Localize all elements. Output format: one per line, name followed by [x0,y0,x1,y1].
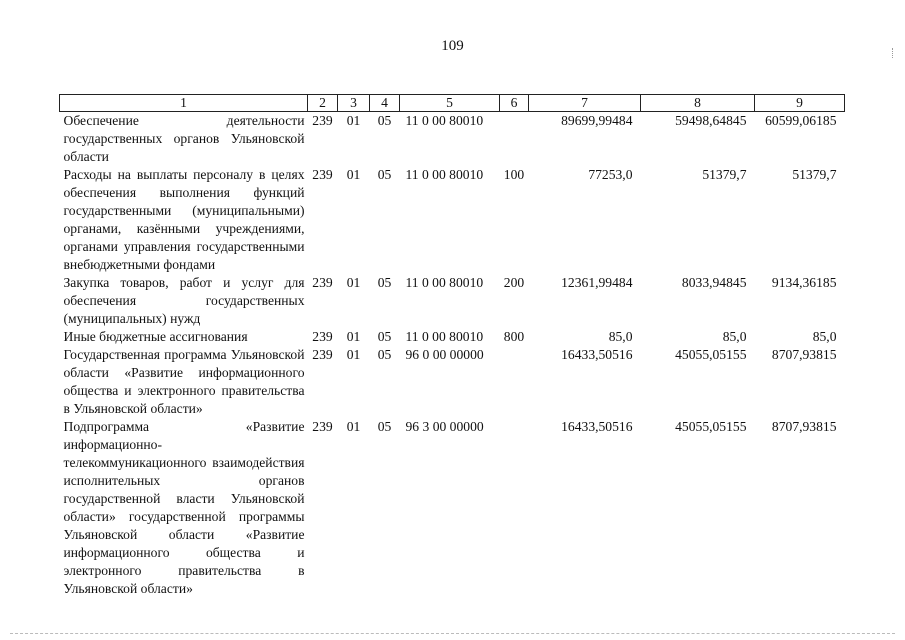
row-code-2: 239 [312,167,333,182]
header-cell-1: 1 [60,95,308,112]
header-cell-4: 4 [370,95,400,112]
row-value-8: 85,0 [722,329,747,344]
row-code-6: 100 [503,167,525,182]
header-cell-6: 6 [500,95,529,112]
row-code-6 [500,346,529,418]
row-value-8: 51379,7 [702,167,747,182]
row-value-7: 77253,0 [588,167,633,182]
table-row [60,166,845,274]
row-name: Обеспечение деятельности государственных органов Ульяновской области [63,113,305,164]
row-code-4: 05 [377,329,392,344]
header-cell-8: 8 [641,95,755,112]
row-value-7: 16433,50516 [561,347,633,362]
row-code-2: 239 [312,347,333,362]
budget-table [59,94,845,598]
row-code-5: 11 0 00 80010 [405,113,484,128]
table-row [60,112,845,167]
row-value-9: 85,0 [812,329,837,344]
header-row [60,95,845,112]
row-code-2: 239 [312,419,333,434]
row-code-6: 800 [503,329,525,344]
row-value-8: 59498,64845 [675,113,747,128]
table-row [60,328,845,346]
row-name: Государственная программа Ульяновской области «Развитие информационного общества и электронного правительства в Ульяновской области» [63,347,305,416]
table-row [60,346,845,418]
row-name: Иные бюджетные ассигнования [63,329,248,344]
row-value-7: 12361,99484 [561,275,633,290]
row-code-2: 239 [312,113,333,128]
header-cell-5: 5 [400,95,500,112]
row-code-2: 239 [312,275,333,290]
row-value-9: 8707,93815 [771,419,837,434]
row-name: Закупка товаров, работ и услуг для обеспечения государственных (муниципальных) нужд [63,275,305,326]
header-cell-3: 3 [338,95,370,112]
scan-edge-mark [890,48,893,58]
row-code-5: 11 0 00 80010 [405,329,484,344]
row-code-4: 05 [377,113,392,128]
row-code-3: 01 [346,167,361,182]
row-value-9: 60599,06185 [765,113,837,128]
row-code-6 [500,112,529,167]
row-code-5: 11 0 00 80010 [405,275,484,290]
row-value-8: 8033,94845 [681,275,747,290]
row-code-6: 200 [503,275,525,290]
row-code-4: 05 [377,167,392,182]
row-code-5: 96 0 00 00000 [405,347,484,362]
row-value-9: 9134,36185 [771,275,837,290]
table-row [60,418,845,598]
row-code-4: 05 [377,347,392,362]
scan-bottom-edge [10,633,895,634]
table-header [60,95,845,112]
row-value-9: 8707,93815 [771,347,837,362]
row-code-3: 01 [346,347,361,362]
row-code-4: 05 [377,275,392,290]
row-value-8: 45055,05155 [675,419,747,434]
row-code-6 [500,418,529,598]
header-cell-2: 2 [308,95,338,112]
page-number: 109 [441,38,464,54]
row-code-4: 05 [377,419,392,434]
row-code-3: 01 [346,419,361,434]
row-code-3: 01 [346,275,361,290]
row-code-3: 01 [346,329,361,344]
row-value-7: 16433,50516 [561,419,633,434]
row-value-7: 85,0 [608,329,633,344]
row-value-8: 45055,05155 [675,347,747,362]
table-row [60,274,845,328]
header-cell-7: 7 [529,95,641,112]
row-value-9: 51379,7 [792,167,837,182]
row-code-2: 239 [312,329,333,344]
row-name: Подпрограмма «Развитие информационно-телекоммуникационного взаимодействия исполнительных органов государственной власти Ульяновской области» государственной программы Ульяновской области «Развитие информационного общества и электронного правительства в Ульяновской области» [63,419,305,596]
row-value-7: 89699,99484 [561,113,633,128]
header-cell-9: 9 [755,95,845,112]
row-code-3: 01 [346,113,361,128]
row-code-5: 11 0 00 80010 [405,167,484,182]
row-code-5: 96 3 00 00000 [405,419,484,434]
row-name: Расходы на выплаты персоналу в целях обеспечения выполнения функций государственными (муниципальными) органами, казёнными учреждениями, органами управления государственными внебюджетными фондами [63,167,305,272]
